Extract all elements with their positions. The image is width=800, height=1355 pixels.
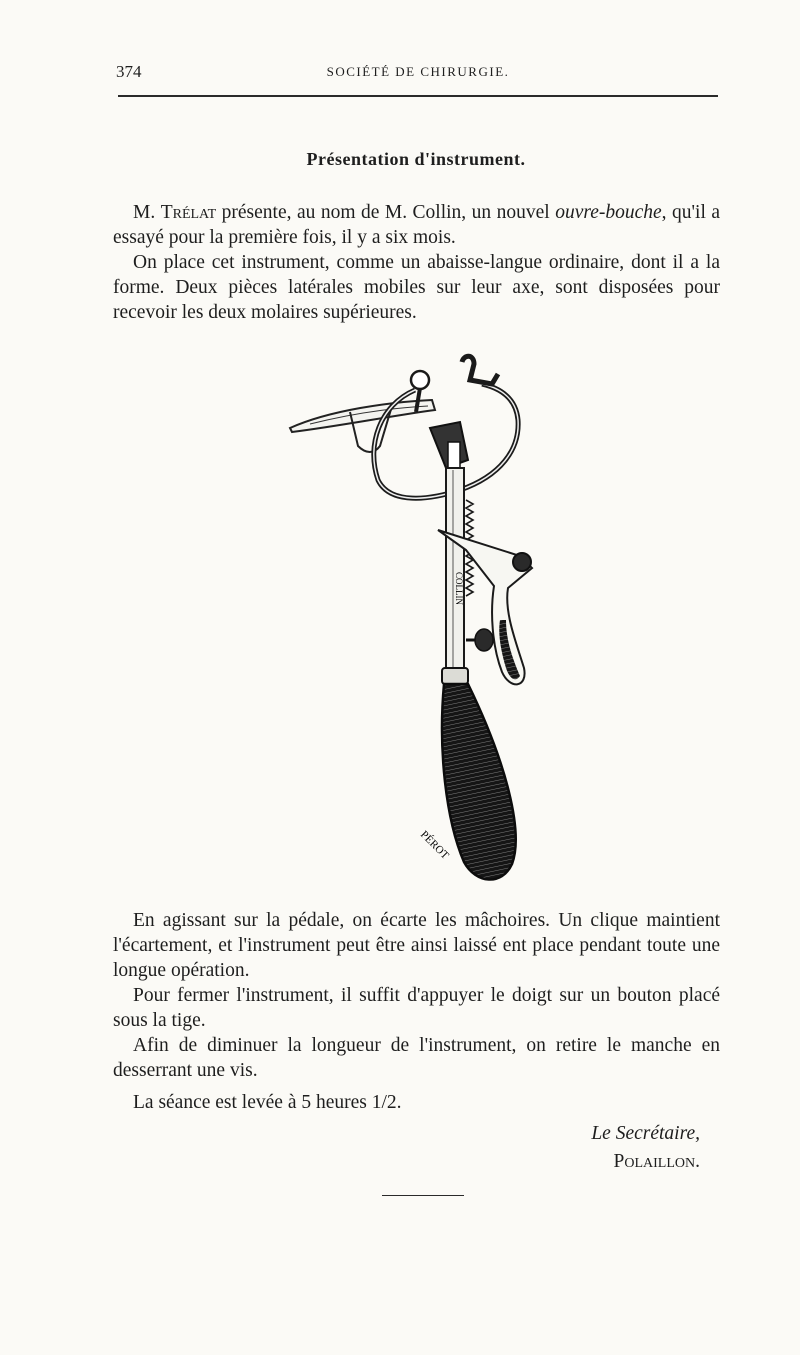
engraver-signature: PÉROT [417,828,452,862]
instrument-illustration [270,350,570,890]
page-number: 374 [116,62,142,81]
signature-name: Polaillon. [613,1151,700,1172]
paragraph: On place cet instrument, comme un abaisse-langue ordinaire, dont il a la forme. Deux pièces latérales mobiles sur leur axe, sont disposées pour recevoir les deux molaires supérieures. [113,252,720,323]
speaker-name: Trélat [160,202,217,223]
mouth-gag-engraving [270,350,570,890]
maker-mark: COLLIN [454,572,464,605]
instrument-term: ouvre-bouche [555,202,662,223]
intro-text [113,200,720,325]
paragraph: Pour fermer l'instrument, il suffit d'appuyer le doigt sur un bouton placé sous la tige. [113,985,720,1031]
section-title: Présentation d'instrument. [306,149,526,169]
end-rule [382,1195,464,1196]
paragraph: En agissant sur la pédale, on écarte les mâchoires. Un clique maintient l'écartement, et l'instrument peut être ainsi laissé ent place pendant toute une longue opération. [113,910,720,981]
closing-text [113,908,720,1115]
running-title: SOCIÉTÉ DE CHIRURGIE. [326,64,510,79]
signature-role: Le Secrétaire, [591,1123,700,1144]
paragraph [113,200,720,250]
paragraph: Afin de diminuer la longueur de l'instrument, on retire le manche en desserrant une vis. [113,1035,720,1081]
text-run: , qu'il a essayé pour la première fois, il y a six mois. [113,202,720,248]
running-head [116,62,720,84]
paragraph: La séance est levée à 5 heures 1/2. [133,1092,402,1113]
header-rule [118,95,718,97]
text-run: M. [133,202,161,223]
text-run: présente, au nom de M. Collin, un nouvel [216,202,556,223]
